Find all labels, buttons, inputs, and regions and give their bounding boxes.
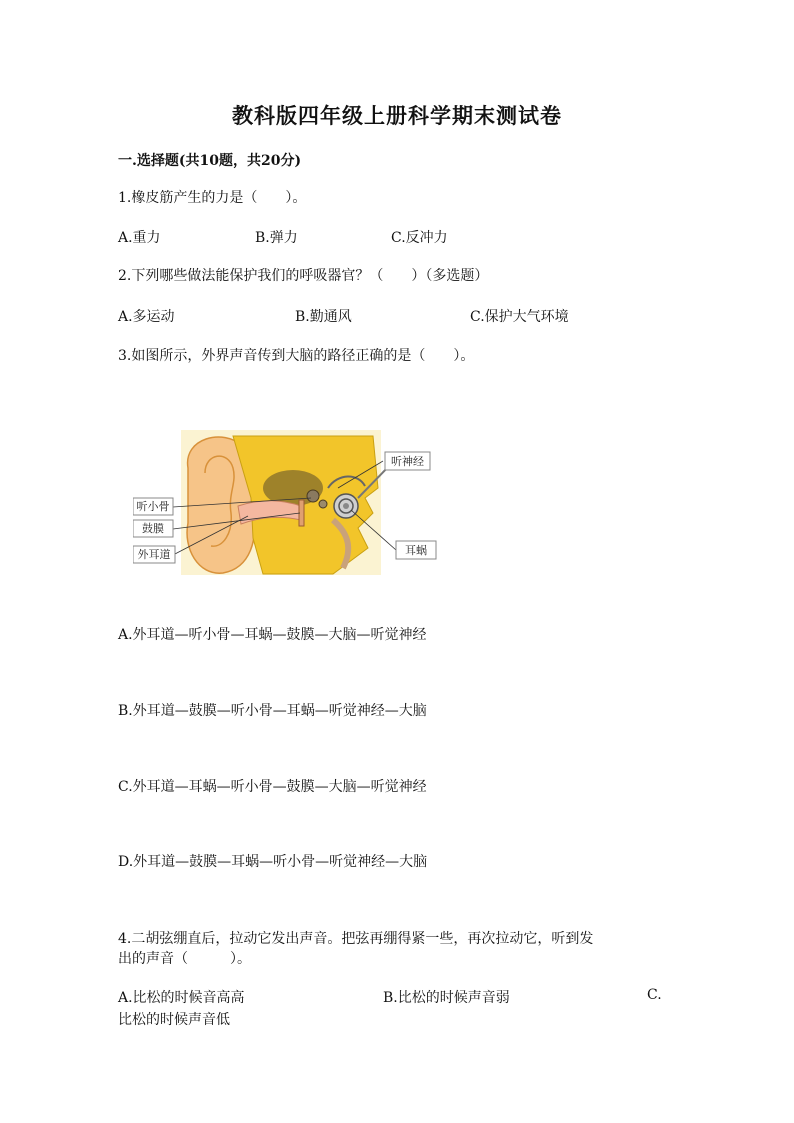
question-3-option-d: D.外耳道—鼓膜—耳蜗—听小骨—听觉神经—大脑 xyxy=(118,854,428,870)
question-4-option-b: B.比松的时候声音弱 xyxy=(383,990,510,1006)
question-3-option-b: B.外耳道—鼓膜—听小骨—耳蜗—听觉神经—大脑 xyxy=(118,703,427,719)
question-3-option-a: A.外耳道—听小骨—耳蜗—鼓膜—大脑—听觉神经 xyxy=(118,627,427,643)
label-auditory-nerve-text: 听神经 xyxy=(391,455,424,468)
label-ear-canal-text: 外耳道 xyxy=(137,548,171,561)
question-1-option-b: B.弹力 xyxy=(255,230,298,246)
question-1-stem: 1.橡皮筋产生的力是（ ）。 xyxy=(118,190,307,206)
question-2-option-c: C.保护大气环境 xyxy=(470,309,569,325)
label-ear-canal xyxy=(133,546,175,563)
label-auditory-nerve xyxy=(385,452,430,470)
question-4-option-c: C. xyxy=(647,987,662,1003)
label-eardrum-text: 鼓膜 xyxy=(142,522,164,535)
label-ossicles xyxy=(133,498,173,515)
question-2-option-b: B.勤通风 xyxy=(295,309,352,325)
question-4-option-c-continued: 比松的时候声音低 xyxy=(118,1012,230,1028)
question-1-option-c: C.反冲力 xyxy=(391,230,448,246)
label-ossicles-text: 听小骨 xyxy=(136,500,170,513)
label-eardrum xyxy=(133,520,173,537)
question-2-stem: 2.下列哪些做法能保护我们的呼吸器官？（ ）（多选题） xyxy=(118,268,489,284)
section-heading: 一.选择题(共10题，共20分) xyxy=(118,153,302,169)
exam-title: 教科版四年级上册科学期末测试卷 xyxy=(232,103,562,128)
label-cochlea-text: 耳蜗 xyxy=(405,544,427,557)
question-2-option-a: A.多运动 xyxy=(118,309,175,325)
ear-diagram xyxy=(133,428,453,578)
label-cochlea xyxy=(396,541,436,559)
question-1-option-a: A.重力 xyxy=(118,230,161,246)
question-3-stem: 3.如图所示，外界声音传到大脑的路径正确的是（ ）。 xyxy=(118,348,475,364)
question-4-stem-line-1: 4.二胡弦绷直后，拉动它发出声音。把弦再绷得紧一些，再次拉动它，听到发 xyxy=(118,931,594,947)
question-4-stem-line-2: 出的声音（ ）。 xyxy=(118,951,251,967)
question-3-option-c: C.外耳道—耳蜗—听小骨—鼓膜—大脑—听觉神经 xyxy=(118,779,427,795)
question-4-option-a: A.比松的时候音高高 xyxy=(118,990,245,1006)
